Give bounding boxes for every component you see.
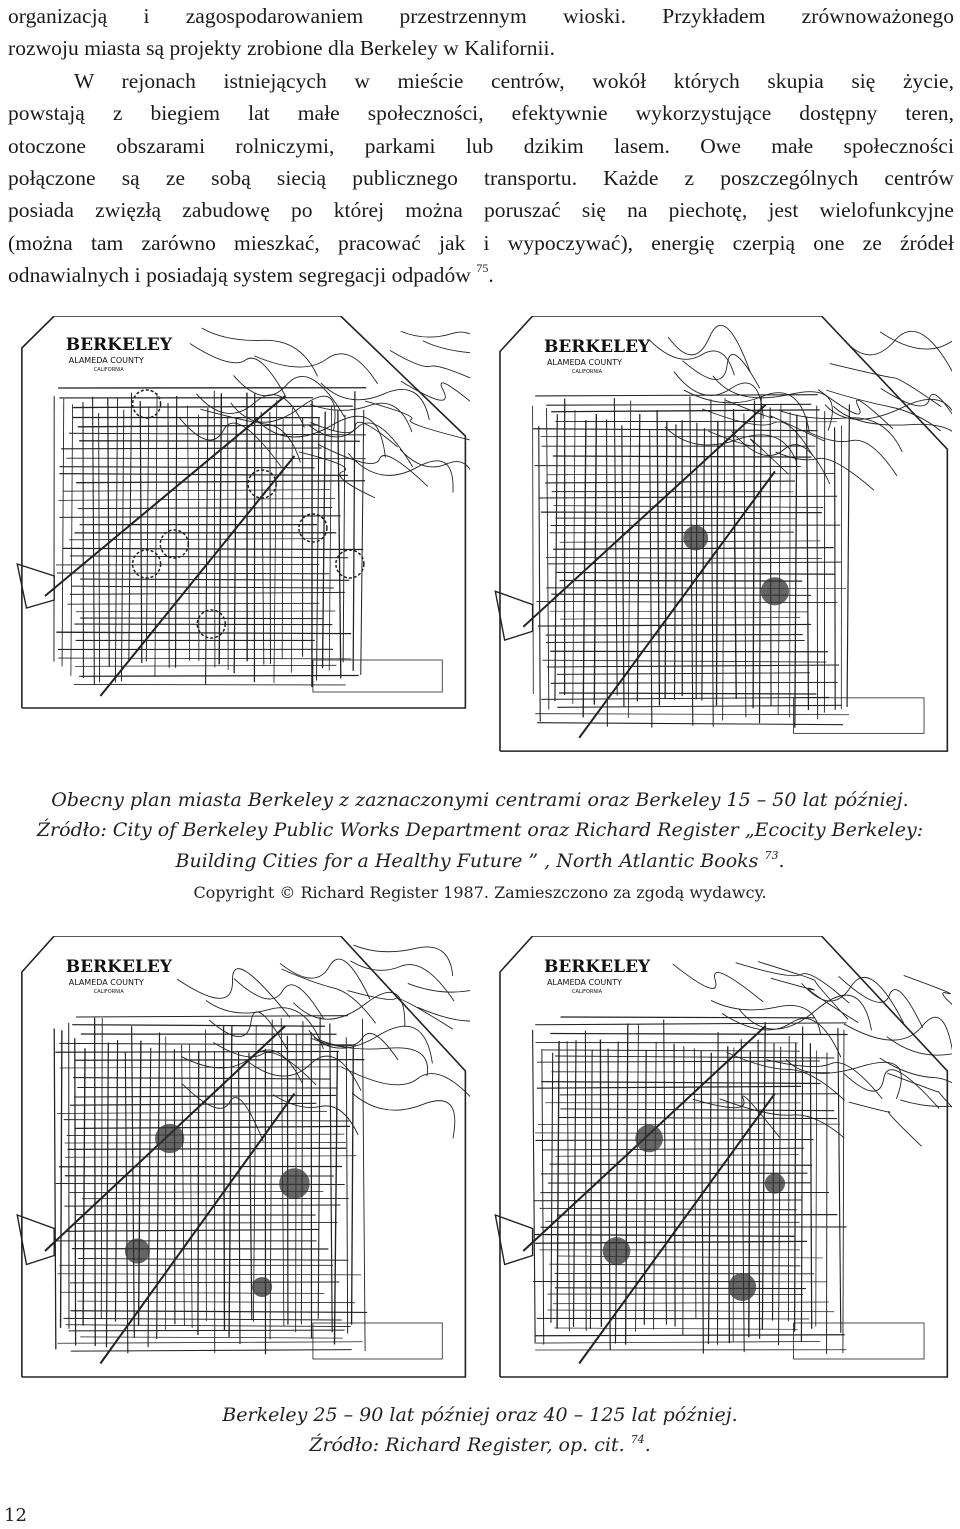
- street-grid: [17, 316, 470, 708]
- copyright-notice: Copyright © Richard Register 1987. Zamieszczono za zgodą wydawcy.: [193, 883, 767, 902]
- figure-caption-1: [0, 785, 960, 909]
- caption-line-end: .: [778, 850, 785, 872]
- footnote-ref: 75: [476, 261, 489, 276]
- caption-line: [0, 845, 960, 877]
- text-line: W rejonach istniejących w mieście centrów, wokół których skupia się życie,: [74, 68, 954, 93]
- caption-line: [0, 1430, 960, 1460]
- map-subtitle: ALAMEDA COUNTY: [68, 356, 144, 365]
- text-line-content: odnawialnych i posiadają system segregacji odpadów: [8, 263, 471, 288]
- sentence-end: .: [488, 263, 494, 288]
- caption-line-text: Building Cities for a Healthy Future ” , North Atlantic Books: [175, 850, 759, 872]
- map-berkeley-15-50: [486, 316, 952, 760]
- text-line: powstają z biegiem lat małe społeczności, efektywnie wykorzystujące dostępny teren,: [8, 101, 954, 126]
- text-line: połączone są ze sobą siecią publicznego transportu. Każde z poszczególnych centrów: [8, 165, 954, 190]
- body-paragraph: [8, 0, 954, 292]
- map-berkeley-current: [8, 316, 470, 716]
- text-line: posiada zwięzłą zabudowę po której można poruszać się na piechotę, jest wielofunkcyjne: [8, 198, 954, 223]
- text-line: (można tam zarówno mieszkać, pracować jak i wypoczywać), energię czerpią one ze źródeł: [8, 230, 954, 255]
- figure-caption-2: [0, 1400, 960, 1460]
- caption-line: Obecny plan miasta Berkeley z zaznaczonymi centrami oraz Berkeley 15 – 50 lat później.: [51, 789, 909, 811]
- map-state: CALIFORNIA: [571, 989, 603, 995]
- map-state: CALIFORNIA: [571, 368, 603, 375]
- text-line: rozwoju miasta są projekty zrobione dla Berkeley w Kalifornii.: [8, 36, 556, 61]
- caption-line: Berkeley 25 – 90 lat później oraz 40 – 125 lat później.: [222, 1404, 738, 1426]
- map-state: CALIFORNIA: [93, 367, 124, 373]
- street-grid: [495, 936, 952, 1377]
- map-subtitle: ALAMEDA COUNTY: [546, 978, 623, 987]
- text-line-last: [8, 259, 954, 291]
- street-grid: [17, 936, 470, 1377]
- map-subtitle: ALAMEDA COUNTY: [546, 357, 623, 367]
- map-berkeley-40-125: [486, 936, 952, 1386]
- caption-line-end: .: [644, 1434, 651, 1456]
- text-line: otoczone obszarami rolniczymi, parkami lub dzikim lasem. Owe małe społeczności: [8, 133, 954, 158]
- map-berkeley-25-90: [8, 936, 470, 1386]
- map-title: BERKELEY: [543, 336, 651, 357]
- map-title: BERKELEY: [65, 335, 172, 355]
- map-title: BERKELEY: [543, 957, 651, 977]
- street-grid: [495, 316, 952, 751]
- page-number: 12: [4, 1505, 27, 1526]
- map-title: BERKELEY: [65, 957, 172, 977]
- text-line: organizacją i zagospodarowaniem przestrzennym wioski. Przykładem zrównoważonego: [8, 4, 954, 28]
- map-state: CALIFORNIA: [93, 989, 124, 995]
- map-subtitle: ALAMEDA COUNTY: [68, 978, 144, 987]
- footnote-ref: 73: [764, 849, 779, 862]
- footnote-ref: 74: [630, 1433, 645, 1446]
- caption-line-text: Źródło: Richard Register, op. cit.: [309, 1434, 625, 1456]
- caption-line: Źródło: City of Berkeley Public Works Department oraz Richard Register „Ecocity Berkeley:: [36, 819, 924, 841]
